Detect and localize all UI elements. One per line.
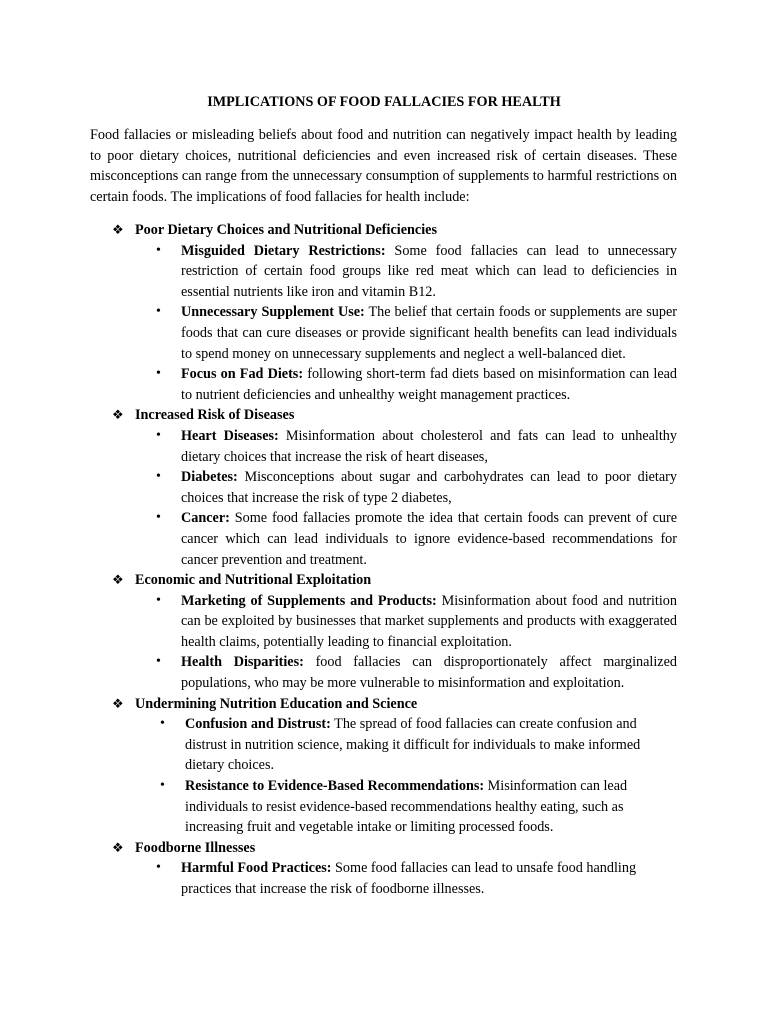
sections-list [0, 220, 768, 900]
item-text: Some food fallacies can lead to unsafe food handling practices that increase the risk of foodborne illnesses. [181, 860, 637, 897]
list-item [0, 302, 768, 364]
item-term: Harmful Food Practices: [181, 860, 332, 877]
item-term: Unnecessary Supplement Use: [181, 304, 365, 321]
section [0, 405, 768, 570]
item-term: Health Disparities: [181, 654, 304, 671]
bullet-icon: • [156, 366, 161, 382]
list-item [0, 508, 768, 570]
list-item [0, 241, 768, 303]
list-item [0, 858, 768, 899]
section-heading: Undermining Nutrition Education and Science [135, 695, 418, 712]
list-item [0, 652, 768, 693]
bullet-icon: • [156, 469, 161, 485]
section [0, 838, 768, 900]
list-item [0, 714, 768, 776]
diamond-bullet-icon: ❖ [112, 222, 124, 237]
item-text: Some food fallacies promote the idea that certain foods can prevent of cure cancer which can lead individuals to ignore evidence-based recommendations for cancer prevention and treatment. [181, 510, 677, 568]
bullet-icon: • [156, 592, 161, 608]
bullet-icon: • [156, 427, 161, 443]
intro-paragraph: Food fallacies or misleading beliefs about food and nutrition can negatively impact health by leading to poor dietary choices, nutritional deficiencies and even increased risk of certain diseases. These misconceptions can range from the unnecessary consumption of supplements to harmful restrictions on certain foods. The implications of food fallacies for health include: [90, 127, 677, 205]
bullet-icon: • [156, 860, 161, 876]
item-text: Some food fallacies can lead to unnecessary restriction of certain food groups like red meat which can lead to deficiencies in essential nutrients like iron and vitamin B12. [181, 242, 677, 300]
item-text: Misinformation about food and nutrition can be exploited by businesses that market supplements and products with exaggerated health claims, potentially leading to financial exploitation. [181, 592, 677, 650]
item-text: Misinformation about cholesterol and fats can lead to unhealthy dietary choices that increase the risk of heart diseases, [181, 427, 677, 465]
section-heading: Foodborne Illnesses [135, 839, 256, 856]
item-term: Resistance to Evidence-Based Recommendations: [185, 778, 485, 795]
list-item [0, 426, 768, 467]
bullet-icon: • [156, 242, 161, 258]
item-term: Confusion and Distrust: [185, 716, 331, 733]
diamond-bullet-icon: ❖ [112, 572, 124, 588]
item-term: Marketing of Supplements and Products: [181, 592, 437, 609]
item-term: Focus on Fad Diets: [181, 366, 304, 383]
item-text: following short-term fad diets based on misinformation can lead to nutrient deficiencies and unhealthy weight management practices. [181, 366, 678, 403]
item-term: Cancer: [181, 510, 230, 527]
bullet-icon: • [160, 778, 165, 794]
item-text: Misinformation can lead individuals to resist evidence-based recommendations healthy eating, such as increasing fruit and vegetable intake or limiting processed foods. [185, 778, 628, 836]
section-heading: Economic and Nutritional Exploitation [135, 572, 372, 589]
item-text: Misconceptions about sugar and carbohydrates can lead to poor dietary choices that increase the risk of type 2 diabetes, [181, 469, 677, 506]
list-item [0, 591, 768, 653]
item-term: Misguided Dietary Restrictions: [181, 242, 386, 259]
page-title: IMPLICATIONS OF FOOD FALLACIES FOR HEALTH [207, 94, 561, 110]
item-text: The spread of food fallacies can create confusion and distrust in nutrition science, making it difficult for individuals to make informed dietary choices. [185, 716, 641, 774]
item-term: Diabetes: [181, 469, 238, 486]
bullet-icon: • [160, 716, 165, 732]
list-item [0, 776, 768, 838]
bullet-icon: • [156, 304, 161, 320]
section-heading: Poor Dietary Choices and Nutritional Deficiencies [135, 222, 437, 238]
section-heading: Increased Risk of Diseases [135, 407, 295, 424]
item-text: The belief that certain foods or supplements are super foods that can cure diseases or provide significant health benefits can lead individuals to spend money on unnecessary supplements and neglect a well-balanced diet. [181, 304, 678, 362]
diamond-bullet-icon: ❖ [112, 695, 124, 711]
diamond-bullet-icon: ❖ [112, 839, 124, 855]
item-term: Heart Diseases: [181, 427, 279, 444]
bullet-icon: • [156, 654, 161, 670]
section [0, 220, 768, 405]
section [0, 570, 768, 694]
diamond-bullet-icon: ❖ [112, 407, 124, 423]
item-text: food fallacies can disproportionately affect marginalized populations, who may be more vulnerable to misinformation and exploitation. [181, 654, 677, 692]
list-item [0, 364, 768, 405]
section [0, 694, 768, 838]
list-item [0, 467, 768, 508]
bullet-icon: • [156, 510, 161, 526]
